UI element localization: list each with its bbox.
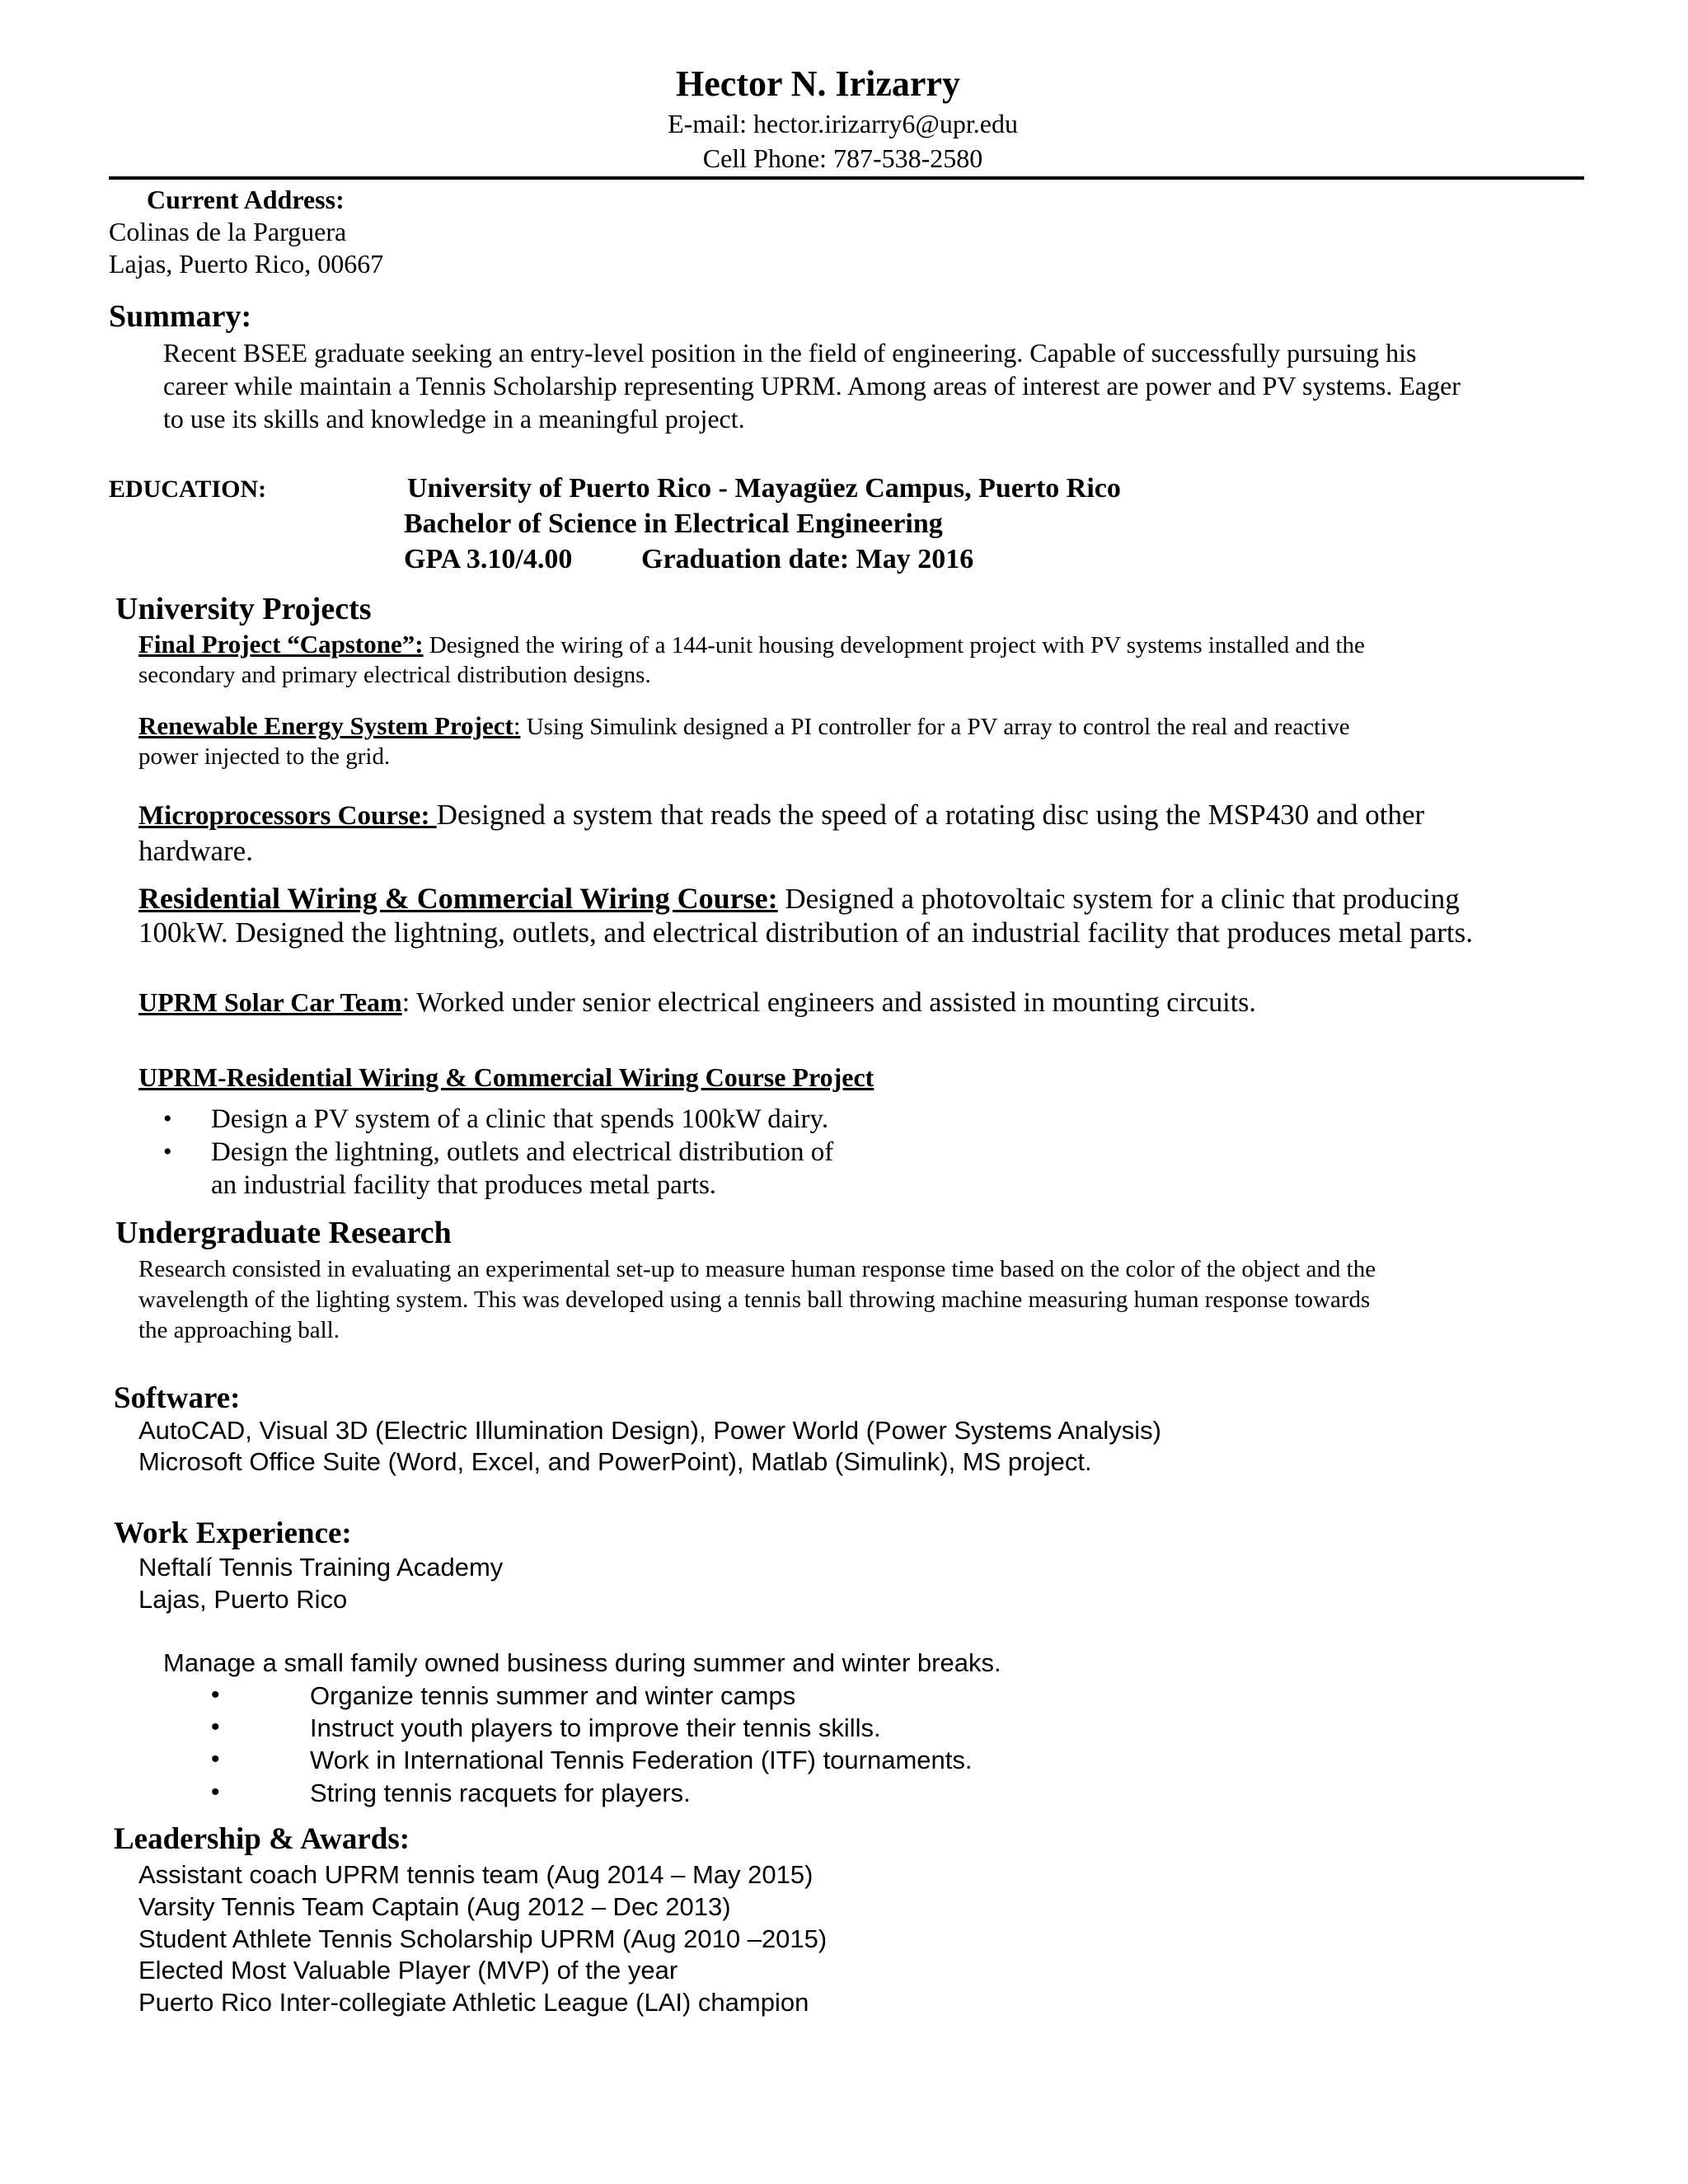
projects-heading: University Projects — [115, 592, 372, 626]
work-heading: Work Experience: — [114, 1516, 352, 1550]
capstone-title: Final Project “Capstone”: — [138, 630, 424, 658]
leadership-item-4: Elected Most Valuable Player (MVP) of the year — [138, 1956, 678, 1985]
software-heading: Software: — [114, 1381, 241, 1415]
residential-line-1 — [138, 881, 1460, 916]
leadership-item-5: Puerto Rico Inter-collegiate Athletic League (LAI) champion — [138, 1988, 809, 2017]
bullet-dot: • — [211, 1681, 220, 1708]
capstone-line-1 — [138, 630, 1365, 659]
residential-line-2: 100kW. Designed the lightning, outlets, and electrical distribution of an industrial facility that produces metal parts. — [138, 916, 1474, 949]
address-line-2: Lajas, Puerto Rico, 00667 — [109, 249, 384, 279]
leadership-item-1: Assistant coach UPRM tennis team (Aug 2014 – May 2015) — [138, 1860, 814, 1889]
research-heading: Undergraduate Research — [115, 1216, 452, 1250]
course-project-title: UPRM-Residential Wiring & Commercial Wiring Course Project — [138, 1062, 874, 1092]
solar-title: UPRM Solar Car Team — [138, 987, 402, 1017]
summary-heading: Summary: — [109, 299, 252, 334]
leadership-heading: Leadership & Awards: — [114, 1822, 410, 1856]
bullet-dot: • — [211, 1713, 220, 1741]
education-school: University of Puerto Rico - Mayagüez Campus, Puerto Rico — [407, 473, 1121, 504]
solar-text: : Worked under senior electrical engineers and assisted in mounting circuits. — [401, 987, 1256, 1018]
research-line-2: wavelength of the lighting system. This was developed using a tennis ball throwing machine measuring human response towards — [138, 1286, 1371, 1313]
leadership-item-3: Student Athlete Tennis Scholarship UPRM (Aug 2010 –2015) — [138, 1924, 828, 1953]
address-heading: Current Address: — [147, 185, 345, 214]
course-bullet-1: Design a PV system of a clinic that spends 100kW dairy. — [211, 1104, 829, 1134]
email-line: E-mail: hector.irizarry6@upr.edu — [668, 109, 1018, 138]
summary-line-1: Recent BSEE graduate seeking an entry-level position in the field of engineering. Capable of successfully pursuing his — [163, 338, 1417, 368]
bullet-dot: • — [211, 1746, 220, 1773]
capstone-text: Designed the wiring of a 144-unit housing development project with PV systems installed and the — [423, 632, 1365, 658]
summary-line-2: career while maintain a Tennis Scholarship representing UPRM. Among areas of interest are power and PV systems. Eager — [163, 371, 1461, 401]
micro-line-1 — [138, 799, 1424, 832]
micro-text: Designed a system that reads the speed of a rotating disc using the MSP430 and other — [436, 799, 1425, 831]
work-description: Manage a small family owned business during summer and winter breaks. — [163, 1648, 1001, 1677]
leadership-item-2: Varsity Tennis Team Captain (Aug 2012 – Dec 2013) — [138, 1892, 731, 1921]
bullet-dot: • — [211, 1779, 220, 1806]
course-bullet-2-cont: an industrial facility that produces metal parts. — [211, 1170, 717, 1200]
renewable-title: Renewable Energy System Project — [138, 711, 513, 740]
residential-text: Designed a photovoltaic system for a clinic that producing — [777, 883, 1460, 915]
research-line-3: the approaching ball. — [138, 1317, 340, 1343]
renewable-text: Using Simulink designed a PI controller for a PV array to control the real and reactive — [520, 714, 1350, 740]
work-bullet-1: Organize tennis summer and winter camps — [310, 1681, 796, 1710]
candidate-name: Hector N. Irizarry — [676, 63, 960, 104]
software-line-1: AutoCAD, Visual 3D (Electric Illumination Design), Power World (Power Systems Analysis) — [138, 1416, 1161, 1445]
bullet-dot: • — [163, 1138, 172, 1165]
work-location: Lajas, Puerto Rico — [138, 1585, 348, 1614]
summary-line-3: to use its skills and knowledge in a meaningful project. — [163, 404, 745, 434]
education-graduation: Graduation date: May 2016 — [641, 544, 974, 574]
micro-line-2: hardware. — [138, 835, 253, 867]
micro-title: Microprocessors Course: — [138, 801, 437, 831]
renewable-colon: : — [513, 711, 521, 740]
header-divider — [109, 176, 1584, 180]
renewable-line-2: power injected to the grid. — [138, 743, 391, 770]
education-degree: Bachelor of Science in Electrical Engineering — [404, 509, 943, 539]
work-bullet-4: String tennis racquets for players. — [310, 1779, 691, 1807]
education-gpa: GPA 3.10/4.00 — [404, 544, 573, 574]
education-label: EDUCATION: — [109, 476, 267, 503]
software-line-2: Microsoft Office Suite (Word, Excel, and PowerPoint), Matlab (Simulink), MS project. — [138, 1447, 1092, 1476]
bullet-dot: • — [163, 1105, 172, 1132]
work-bullet-2: Instruct youth players to improve their tennis skills. — [310, 1713, 881, 1742]
phone-line: Cell Phone: 787-538-2580 — [702, 143, 983, 173]
research-line-1: Research consisted in evaluating an experimental set-up to measure human response time based on the color of the object and the — [138, 1256, 1376, 1282]
renewable-line-1 — [138, 711, 1350, 741]
course-bullet-2: Design the lightning, outlets and electrical distribution of — [211, 1137, 834, 1167]
work-employer: Neftalí Tennis Training Academy — [138, 1553, 504, 1582]
solar-line — [138, 987, 1256, 1019]
address-line-1: Colinas de la Parguera — [109, 217, 347, 246]
capstone-line-2: secondary and primary electrical distribution designs. — [138, 662, 651, 688]
residential-title: Residential Wiring & Commercial Wiring Course: — [138, 882, 778, 915]
work-bullet-3: Work in International Tennis Federation (ITF) tournaments. — [310, 1746, 973, 1774]
